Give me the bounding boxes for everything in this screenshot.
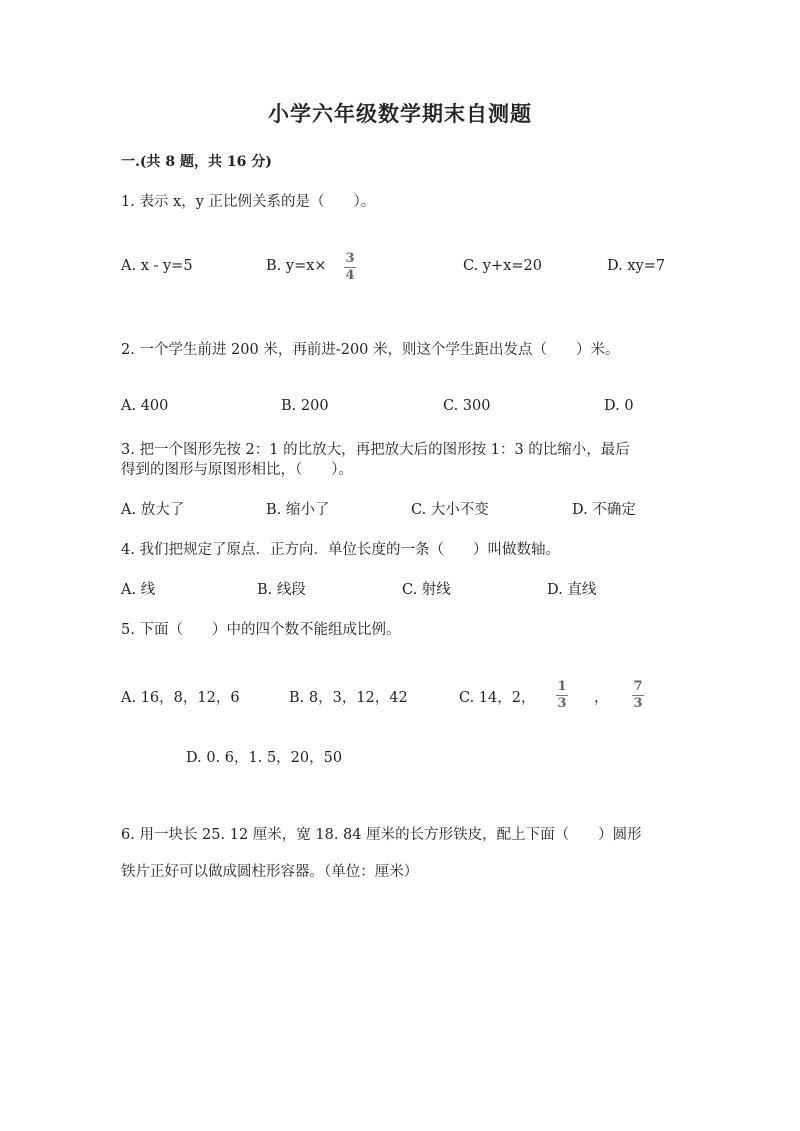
q1-option-d: D. xy=7 — [607, 258, 666, 274]
q2-option-d: D. 0 — [604, 398, 634, 414]
section-heading: 一.(共 8 题，共 16 分) — [121, 154, 272, 170]
q5-option-d: D. 0. 6，1. 5，20，50 — [186, 750, 343, 766]
question-2-text: 2. 一个学生前进 200 米，再前进-200 米，则这个学生距出发点（ ）米。 — [121, 342, 620, 358]
page-title: 小学六年级数学期末自测题 — [268, 101, 532, 126]
q2-option-c: C. 300 — [443, 398, 491, 414]
question-6-text-line2: 铁片正好可以做成圆柱形容器。（单位：厘米） — [121, 864, 419, 880]
question-1-text: 1. 表示 x，y 正比例关系的是（ ）。 — [121, 194, 376, 210]
q2-option-b: B. 200 — [281, 398, 329, 414]
q1-option-b-fraction — [344, 252, 356, 283]
q5-option-c-comma: ， — [594, 690, 609, 706]
question-3-text-line1: 3. 把一个图形先按 2：1 的比放大，再把放大后的图形按 1：3 的比缩小，最后 — [121, 442, 630, 458]
fraction-numerator: 7 — [633, 679, 643, 694]
q5-option-a: A. 16，8，12，6 — [121, 690, 240, 706]
fraction-numerator: 3 — [345, 251, 355, 266]
fraction-denominator: 3 — [557, 696, 567, 711]
q3-option-a: A. 放大了 — [121, 502, 185, 518]
fraction-numerator: 1 — [557, 679, 567, 694]
fraction-denominator: 4 — [345, 268, 355, 283]
q5-option-c: C. 14，2， — [459, 690, 536, 706]
q5-option-b: B. 8，3，12，42 — [289, 690, 408, 706]
q3-option-c: C. 大小不变 — [411, 502, 489, 518]
q4-option-c: C. 射线 — [402, 582, 451, 598]
q4-option-b: B. 线段 — [257, 582, 306, 598]
q5-option-c-fraction-2 — [632, 680, 644, 711]
q1-option-a: A. x - y=5 — [121, 258, 193, 274]
question-6-text-line1: 6. 用一块长 25. 12 厘米，宽 18. 84 厘米的长方形铁皮，配上下面（ ）圆形 — [121, 827, 642, 843]
q4-option-d: D. 直线 — [547, 582, 597, 598]
q2-option-a: A. 400 — [121, 398, 169, 414]
q5-option-c-fraction-1 — [556, 680, 568, 711]
q3-option-b: B. 缩小了 — [266, 502, 330, 518]
q4-option-a: A. 线 — [121, 582, 156, 598]
q1-option-b: B. y=x× — [266, 258, 327, 274]
question-5-text: 5. 下面（ ）中的四个数不能组成比例。 — [121, 622, 401, 638]
q1-option-c: C. y+x=20 — [463, 258, 542, 274]
question-4-text: 4. 我们把规定了原点．正方向．单位长度的一条（ ）叫做数轴。 — [121, 542, 560, 558]
question-3-text-line2: 得到的图形与原图形相比，（ ）。 — [121, 462, 353, 478]
q3-option-d: D. 不确定 — [572, 502, 636, 518]
fraction-denominator: 3 — [633, 696, 643, 711]
